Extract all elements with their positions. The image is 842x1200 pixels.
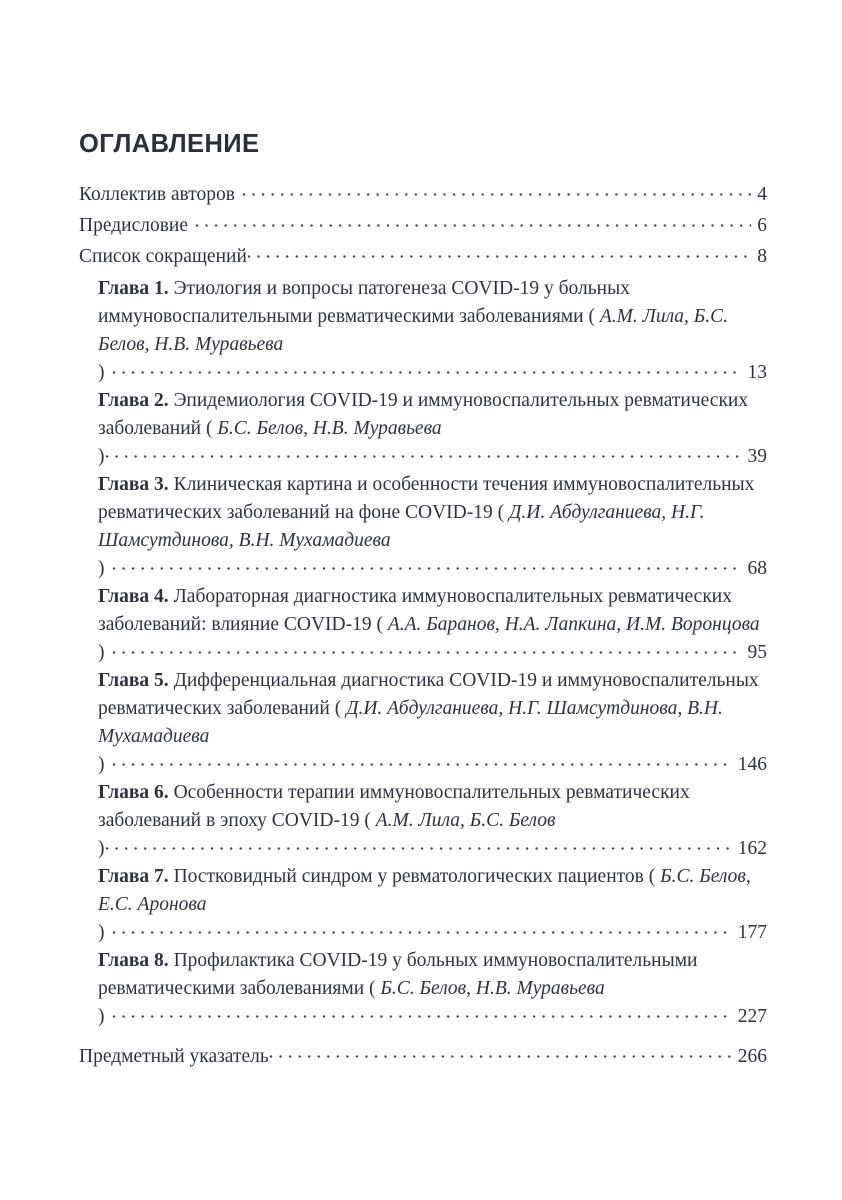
- chapter-title-fragment: заболеваниями (: [459, 305, 595, 327]
- chapter-entry-label: [98, 359, 112, 387]
- toc-content: [79, 132, 767, 1075]
- author-names: В.Н. Мухамадиева: [238, 529, 391, 551]
- chapter-title-fragment: Эпидемиология COVID-19: [168, 389, 398, 411]
- chapter-title-fragment: Дифференциальная диагностика COVID-19: [168, 669, 537, 691]
- page-number: 4: [757, 183, 767, 205]
- dot-leader: [105, 443, 742, 462]
- toc-entry-label: [79, 210, 195, 241]
- chapter-title-fragment: Особенности терапии иммуновоспалительных: [168, 781, 562, 803]
- chapter-title-fragment: ревматических заболеваний: влияние COVID-19 (: [98, 585, 737, 635]
- author-names: Б.С. Белов: [469, 809, 556, 831]
- chapter-entry-row[interactable]: [98, 1003, 767, 1031]
- toc-entry[interactable]: [79, 179, 767, 210]
- dot-leader: [112, 555, 742, 574]
- chapter-entry-row[interactable]: [98, 359, 767, 387]
- dot-leader: [112, 919, 732, 938]
- chapter-entry[interactable]: [98, 947, 767, 1031]
- chapter-title-fragment: Лабораторная диагностика иммуновоспалительных: [168, 585, 604, 607]
- chapter-text: [98, 586, 760, 635]
- chapter-entry[interactable]: [98, 275, 767, 387]
- chapter-title-fragment: (: [205, 417, 213, 439]
- chapter-title-tail: ): [98, 753, 105, 775]
- author-names: Б.С. Белов, Н.В. Муравьева: [217, 417, 442, 439]
- chapter-title-fragment: Профилактика COVID-19 у больных: [168, 949, 479, 971]
- toc-entry-title: Коллектив авторов: [79, 183, 235, 205]
- toc-entry-title: Предисловие: [79, 214, 189, 236]
- dot-leader: [105, 835, 732, 854]
- author-names: А.М. Лила,: [375, 809, 465, 831]
- chapter-entry[interactable]: [98, 667, 767, 779]
- chapter-entry-row[interactable]: [98, 751, 767, 779]
- toc-entry[interactable]: [79, 241, 767, 272]
- chapter-number: Глава 4.: [98, 585, 169, 607]
- chapter-title-tail: ): [98, 445, 105, 467]
- dot-leader: [112, 1003, 732, 1022]
- page-number: 6: [757, 214, 767, 236]
- chapter-number: Глава 1.: [98, 277, 169, 299]
- chapter-number: Глава 8.: [98, 949, 169, 971]
- chapter-title-fragment: (: [334, 697, 342, 719]
- toc-entry-row[interactable]: [79, 1041, 767, 1072]
- chapter-text: [98, 866, 756, 915]
- chapter-entry[interactable]: [98, 471, 767, 583]
- page-number: 266: [737, 1045, 767, 1067]
- chapter-number: Глава 3.: [98, 473, 169, 495]
- toc-entry-title: Предметный указатель: [79, 1045, 269, 1067]
- chapter-number: Глава 6.: [98, 781, 169, 803]
- chapter-entry-label: [98, 639, 112, 667]
- chapter-text: [98, 278, 733, 355]
- chapter-title-fragment: иммуновоспалительными ревматическими: [98, 949, 703, 999]
- chapter-entry[interactable]: [98, 387, 767, 471]
- chapter-title-fragment: на фоне COVID-19 (: [334, 501, 505, 523]
- dot-leader: [195, 212, 751, 231]
- chapter-entry-label: [98, 919, 112, 947]
- front-matter-list: [79, 179, 767, 272]
- chapter-entry-label: [98, 555, 112, 583]
- chapter-title-fragment: Постковидный синдром у ревматологических: [168, 865, 553, 887]
- chapter-text: [98, 474, 759, 551]
- author-names: Н.А. Лапкина, И.М. Воронцова: [504, 613, 760, 635]
- dot-leader: [242, 181, 751, 200]
- chapter-entry-label: [98, 1003, 112, 1031]
- chapter-entry-row[interactable]: [98, 919, 767, 947]
- chapter-title-fragment: иммуновоспалительных ревматических заболеваний: [98, 473, 760, 523]
- chapter-title-tail: ): [98, 557, 105, 579]
- dot-leader: [247, 243, 751, 262]
- dot-leader: [269, 1043, 732, 1062]
- chapter-entry-row[interactable]: [98, 639, 767, 667]
- chapter-title-tail: ): [98, 1005, 105, 1027]
- chapter-text: [98, 782, 695, 831]
- chapter-title-fragment: и иммуновоспалительных ревматических заболеваний: [98, 389, 753, 439]
- page-number: 8: [757, 245, 767, 267]
- chapter-text: [98, 950, 702, 999]
- chapter-text: [98, 390, 753, 439]
- page-number: 68: [747, 557, 767, 579]
- chapter-title-fragment: ревматических заболеваний в эпоху COVID-19 (: [98, 781, 695, 831]
- author-names: А.А. Баранов,: [387, 613, 500, 635]
- toc-entry-row[interactable]: [79, 210, 767, 241]
- dot-leader: [112, 639, 742, 658]
- author-names: Д.И. Абдулганиева, Н.Г. Шамсутдинова,: [98, 501, 710, 551]
- toc-entry-label: [79, 179, 242, 210]
- toc-entry[interactable]: [79, 1041, 767, 1072]
- toc-entry-title: Список сокращений: [79, 245, 247, 267]
- page-number: 162: [737, 837, 767, 859]
- chapter-title-fragment: заболеваниями (: [239, 977, 376, 999]
- toc-entry[interactable]: [79, 210, 767, 241]
- toc-entry-label: [79, 1041, 269, 1072]
- chapter-title-fragment: пациентов (: [557, 865, 656, 887]
- page-number: 39: [747, 445, 767, 467]
- chapter-title-tail: ): [98, 837, 105, 859]
- page-title: ОГЛАВЛЕНИЕ: [79, 130, 260, 158]
- chapter-entry-label: [98, 751, 112, 779]
- chapter-title-tail: ): [98, 641, 105, 663]
- page-number: 177: [737, 921, 767, 943]
- chapter-entry[interactable]: [98, 583, 767, 667]
- chapter-title-fragment: Клиническая картина и особенности течения: [168, 473, 548, 495]
- chapter-entry-row[interactable]: [98, 555, 767, 583]
- chapter-entry-row[interactable]: [98, 443, 767, 471]
- toc-entry-row[interactable]: [79, 179, 767, 210]
- chapter-title-tail: ): [98, 361, 105, 383]
- author-names: Б.С. Белов, Е.С. Аронова: [98, 865, 756, 915]
- chapter-title-fragment: и иммуновоспалительных ревматических заболеваний: [98, 669, 764, 719]
- toc-entry-row[interactable]: [79, 241, 767, 272]
- chapter-text: [98, 670, 764, 747]
- author-names: А.М. Лила, Б.С. Белов, Н.В. Муравьева: [98, 305, 733, 355]
- dot-leader: [112, 359, 742, 378]
- page-number: 13: [747, 361, 767, 383]
- chapter-title-fragment: у больных иммуновоспалительными ревматическими: [98, 277, 635, 327]
- page-number: 146: [737, 753, 767, 775]
- dot-leader: [112, 751, 732, 770]
- toc-entry-label: [79, 241, 247, 272]
- chapter-title-tail: ): [98, 921, 105, 943]
- chapter-entry-row[interactable]: [98, 835, 767, 863]
- author-names: Б.С. Белов, Н.В. Муравьева: [380, 977, 605, 999]
- chapter-entry[interactable]: [98, 863, 767, 947]
- chapter-title-fragment: Этиология и вопросы патогенеза COVID-19: [168, 277, 540, 299]
- chapter-number: Глава 7.: [98, 865, 169, 887]
- author-names: Д.И. Абдулганиева, Н.Г. Шамсутдинова, В.Н. Мухамадиева: [98, 697, 728, 747]
- chapter-list: [79, 275, 767, 1031]
- back-matter-list: [79, 1041, 767, 1072]
- chapter-number: Глава 5.: [98, 669, 169, 691]
- chapter-entry[interactable]: [98, 779, 767, 863]
- chapter-number: Глава 2.: [98, 389, 169, 411]
- page-number: 95: [747, 641, 767, 663]
- page-number: 227: [737, 1005, 767, 1027]
